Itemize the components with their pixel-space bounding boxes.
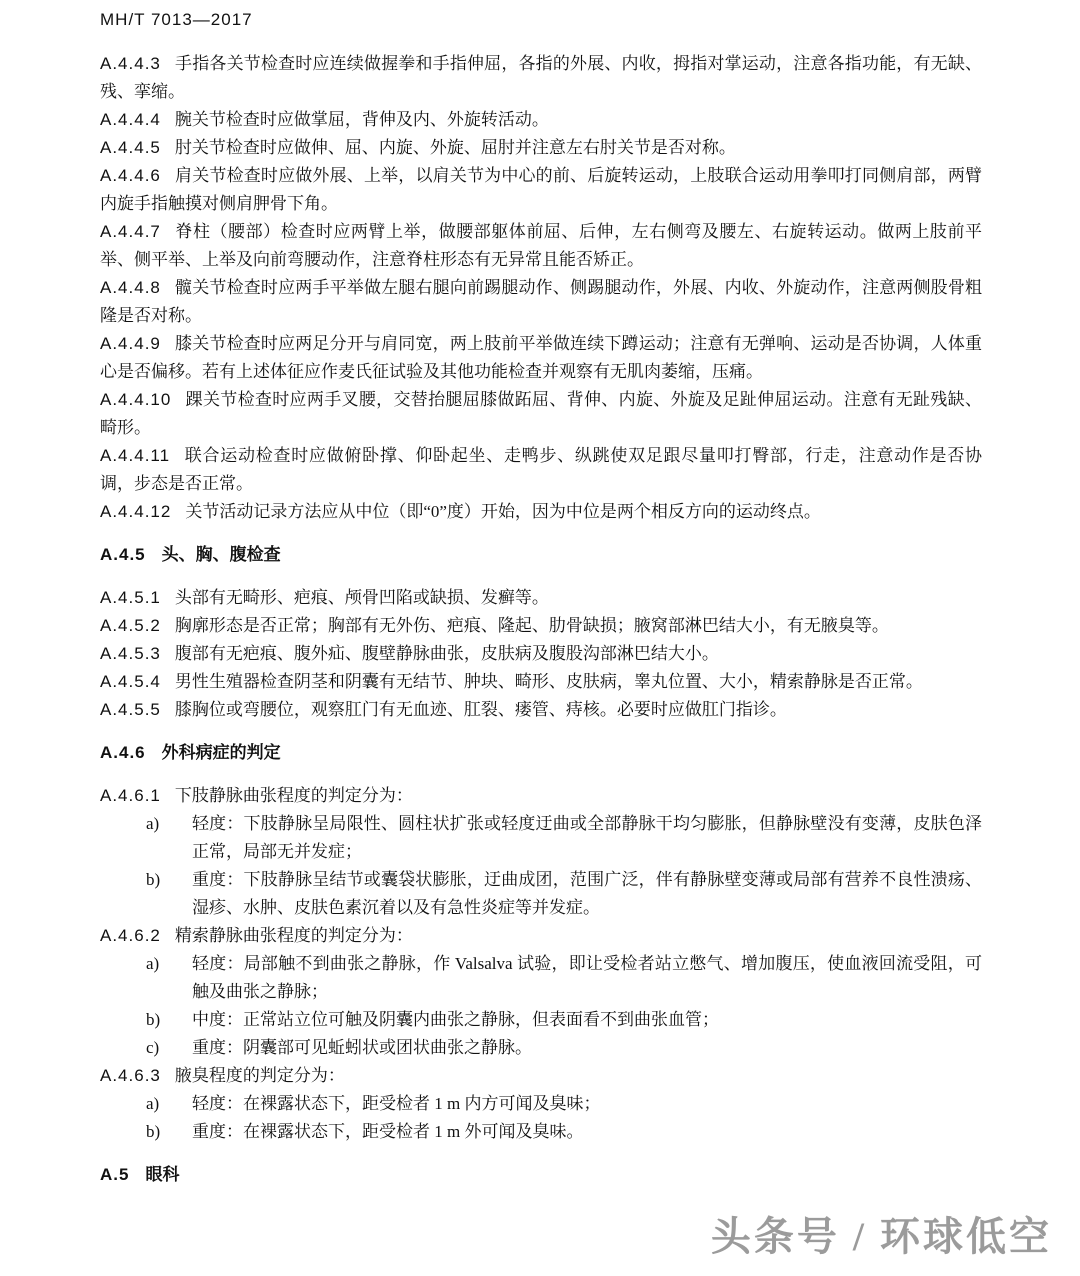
clause-text: 手指各关节检查时应连续做握拳和手指伸屈，各指的外展、内收，拇指对掌运动，注意各指功能，有无缺、残、挛缩。 xyxy=(100,54,982,101)
clause-text: 胸廓形态是否正常；胸部有无外伤、疤痕、隆起、肋骨缺损；腋窝部淋巴结大小，有无腋臭等。 xyxy=(174,616,889,635)
clause-number: A.4.5.5 xyxy=(100,700,161,719)
heading-number: A.4.5 xyxy=(100,545,146,564)
clause-number: A.4.4.9 xyxy=(100,334,161,353)
list-item xyxy=(100,950,982,1006)
clause-paragraph xyxy=(100,218,982,274)
list-marker: b) xyxy=(146,1122,161,1141)
clause-number: A.4.4.5 xyxy=(100,138,161,157)
list-marker: a) xyxy=(146,814,160,833)
clause-number: A.4.4.12 xyxy=(100,502,172,521)
heading-text: 外科病症的判定 xyxy=(161,743,281,762)
list-item xyxy=(100,810,982,866)
heading-number: A.5 xyxy=(100,1165,130,1184)
clause-paragraph xyxy=(100,782,982,810)
clause-text: 肩关节检查时应做外展、上举，以肩关节为中心的前、后旋转运动，上肢联合运动用拳叩打同侧肩部，两臂内旋手指触摸对侧肩胛骨下角。 xyxy=(100,166,982,213)
heading-text: 眼科 xyxy=(145,1165,180,1184)
clause-paragraph xyxy=(100,274,982,330)
clause-number: A.4.4.11 xyxy=(100,446,171,465)
section-heading xyxy=(100,541,982,569)
clause-paragraph xyxy=(100,386,982,442)
clause-number: A.4.6.3 xyxy=(100,1066,161,1085)
clause-paragraph xyxy=(100,922,982,950)
watermark-text: 头条号 / 环球低空 xyxy=(710,1214,1052,1259)
clause-text: 腋臭程度的判定分为： xyxy=(174,1066,345,1085)
list-item xyxy=(100,866,982,922)
clause-paragraph xyxy=(100,162,982,218)
list-item xyxy=(100,1118,982,1146)
list-marker: b) xyxy=(146,870,161,889)
list-text: 重度：在裸露状态下，距受检者 1 m 外可闻及臭味。 xyxy=(192,1122,584,1141)
clause-text: 膝关节检查时应两足分开与肩同宽，两上肢前平举做连续下蹲运动；注意有无弹响、运动是否协调，人体重心是否偏移。若有上述体征应作麦氏征试验及其他功能检查并观察有无肌肉萎缩，压痛。 xyxy=(100,334,982,381)
clause-number: A.4.4.3 xyxy=(100,54,161,73)
clause-paragraph xyxy=(100,584,982,612)
clause-paragraph xyxy=(100,330,982,386)
list-marker: a) xyxy=(146,954,160,973)
clause-number: A.4.5.1 xyxy=(100,588,161,607)
list-item xyxy=(100,1090,982,1118)
clause-text: 男性生殖器检查阴茎和阴囊有无结节、肿块、畸形、皮肤病，睾丸位置、大小，精索静脉是否正常。 xyxy=(174,672,923,691)
list-text: 重度：阴囊部可见蚯蚓状或团状曲张之静脉。 xyxy=(192,1038,532,1057)
clause-number: A.4.6.1 xyxy=(100,786,161,805)
clause-number: A.4.4.7 xyxy=(100,222,161,241)
clause-number: A.4.4.4 xyxy=(100,110,161,129)
clause-number: A.4.4.8 xyxy=(100,278,161,297)
clause-text: 踝关节检查时应两手叉腰，交替抬腿屈膝做跖屈、背伸、内旋、外旋及足趾伸屈运动。注意有无趾残缺、畸形。 xyxy=(100,390,982,437)
document-body xyxy=(100,50,982,1204)
list-marker: a) xyxy=(146,1094,160,1113)
clause-text: 腕关节检查时应做掌屈，背伸及内、外旋转活动。 xyxy=(174,110,549,129)
clause-text: 下肢静脉曲张程度的判定分为： xyxy=(174,786,413,805)
clause-text: 膝胸位或弯腰位，观察肛门有无血迹、肛裂、瘘管、痔核。必要时应做肛门指诊。 xyxy=(174,700,787,719)
clause-number: A.4.5.2 xyxy=(100,616,161,635)
clause-text: 精索静脉曲张程度的判定分为： xyxy=(174,926,413,945)
clause-text: 关节活动记录方法应从中位（即“0”度）开始，因为中位是两个相反方向的运动终点。 xyxy=(185,502,821,521)
list-text: 轻度：下肢静脉呈局限性、圆柱状扩张或轻度迂曲或全部静脉干均匀膨胀，但静脉壁没有变薄，皮肤色泽正常，局部无并发症； xyxy=(192,814,982,861)
clause-paragraph xyxy=(100,134,982,162)
list-item xyxy=(100,1034,982,1062)
clause-paragraph xyxy=(100,50,982,106)
list-text: 轻度：局部触不到曲张之静脉，作 Valsalva 试验，即让受检者站立憋气、增加腹压，使血液回流受阻，可触及曲张之静脉； xyxy=(192,954,982,1001)
clause-number: A.4.6.2 xyxy=(100,926,161,945)
section-heading xyxy=(100,739,982,767)
list-text: 中度：正常站立位可触及阴囊内曲张之静脉，但表面看不到曲张血管； xyxy=(192,1010,719,1029)
clause-text: 头部有无畸形、疤痕、颅骨凹陷或缺损、发癣等。 xyxy=(174,588,549,607)
list-text: 重度：下肢静脉呈结节或囊袋状膨胀，迂曲成团，范围广泛，伴有静脉壁变薄或局部有营养不良性溃疡、湿疹、水肿、皮肤色素沉着以及有急性炎症等并发症。 xyxy=(192,870,982,917)
clause-number: A.4.5.4 xyxy=(100,672,161,691)
clause-paragraph xyxy=(100,668,982,696)
clause-text: 髋关节检查时应两手平举做左腿右腿向前踢腿动作、侧踢腿动作，外展、内收、外旋动作，注意两侧股骨粗隆是否对称。 xyxy=(100,278,982,325)
clause-number: A.4.4.10 xyxy=(100,390,172,409)
clause-text: 脊柱（腰部）检查时应两臂上举，做腰部躯体前屈、后伸，左右侧弯及腰左、右旋转运动。做两上肢前平举、侧平举、上举及向前弯腰动作，注意脊柱形态有无异常且能否矫正。 xyxy=(100,222,982,269)
clause-number: A.4.4.6 xyxy=(100,166,161,185)
clause-text: 联合运动检查时应做俯卧撑、仰卧起坐、走鸭步、纵跳使双足跟尽量叩打臀部，行走，注意动作是否协调，步态是否正常。 xyxy=(100,446,982,493)
clause-paragraph xyxy=(100,696,982,724)
document-number-header: MH/T 7013—2017 xyxy=(100,10,253,29)
heading-number: A.4.6 xyxy=(100,743,146,762)
clause-paragraph xyxy=(100,1062,982,1090)
clause-paragraph xyxy=(100,442,982,498)
list-text: 轻度：在裸露状态下，距受检者 1 m 内方可闻及臭味； xyxy=(192,1094,601,1113)
section-heading xyxy=(100,1161,982,1189)
clause-number: A.4.5.3 xyxy=(100,644,161,663)
clause-text: 肘关节检查时应做伸、屈、内旋、外旋、屈肘并注意左右肘关节是否对称。 xyxy=(174,138,736,157)
clause-paragraph xyxy=(100,612,982,640)
heading-text: 头、胸、腹检查 xyxy=(161,545,281,564)
list-marker: c) xyxy=(146,1038,160,1057)
clause-text: 腹部有无疤痕、腹外疝、腹壁静脉曲张，皮肤病及腹股沟部淋巴结大小。 xyxy=(174,644,719,663)
clause-paragraph xyxy=(100,640,982,668)
list-item xyxy=(100,1006,982,1034)
clause-paragraph xyxy=(100,498,982,526)
clause-paragraph xyxy=(100,106,982,134)
list-marker: b) xyxy=(146,1010,161,1029)
